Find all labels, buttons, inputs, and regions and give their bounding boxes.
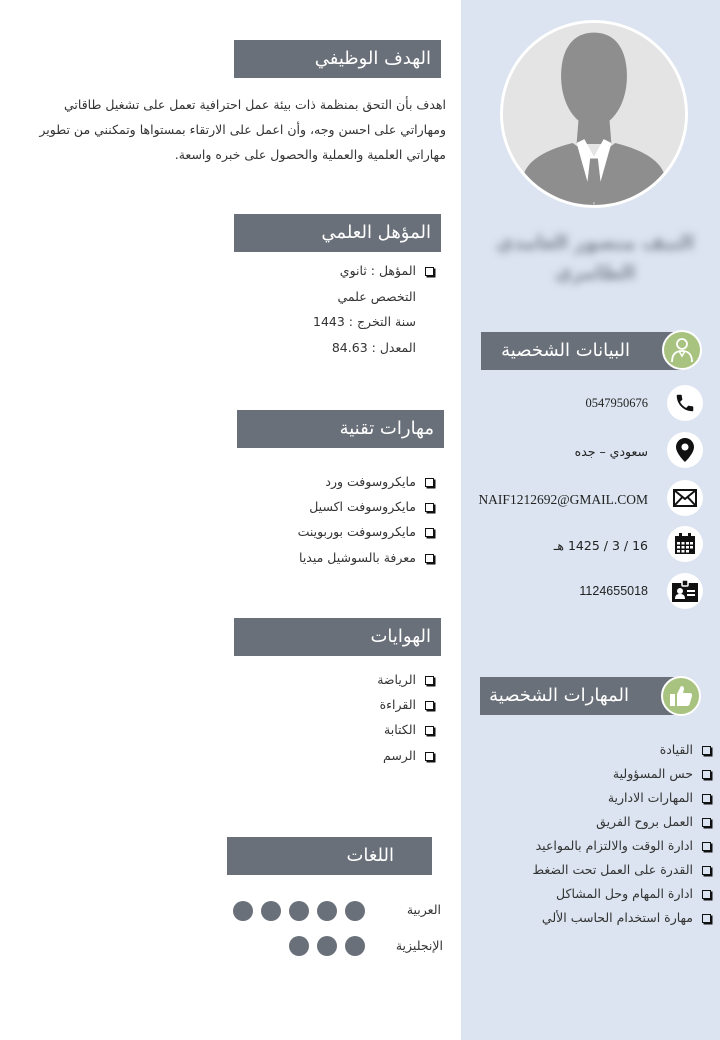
education-graduation: سنة التخرج : 1443: [313, 314, 416, 329]
checkbox-bullet-icon: [425, 478, 434, 487]
personal-skills-header: المهارات الشخصية: [480, 677, 681, 715]
qualification-text: المؤهل : ثانوي: [339, 263, 416, 278]
language-level-dot: [261, 901, 281, 921]
language-level-dot: [317, 901, 337, 921]
language-level-dot: [289, 901, 309, 921]
education-specialty: التخصص علمي: [337, 289, 416, 304]
checkbox-bullet-icon: [702, 866, 711, 875]
personal-skills-badge: [661, 676, 701, 716]
technical-skill-item: مايكروسوفت ورد: [325, 474, 434, 489]
checkbox-bullet-icon: [425, 554, 434, 563]
location-pin-icon: [667, 432, 703, 468]
id-number: 1124655018: [579, 584, 648, 598]
checkbox-bullet-icon: [425, 752, 434, 761]
phone-number: 0547950676: [585, 396, 648, 410]
checkbox-bullet-icon: [702, 794, 711, 803]
language-level-dot: [233, 901, 253, 921]
hobbies-header: الهوايات: [234, 618, 441, 656]
personal-skill-item: ادارة المهام وحل المشاكل: [556, 886, 711, 901]
technical-skill-item: مايكروسوفت اكسيل: [309, 499, 434, 514]
education-qualification: [340, 263, 434, 278]
person-icon: [670, 337, 694, 363]
objective-header: الهدف الوظيفي: [234, 40, 441, 78]
checkbox-bullet-icon: [425, 701, 434, 710]
hobby-item: الكتابة: [384, 722, 434, 737]
personal-skill-item: القدرة على العمل تحت الضغط: [532, 862, 711, 877]
profile-name: النيف منصور الغامدي الطامري: [496, 232, 694, 284]
checkbox-bullet-icon: [702, 770, 711, 779]
technical-skills-header: مهارات تقنية: [237, 410, 444, 448]
personal-info-badge: [662, 330, 702, 370]
language-level-dot: [345, 901, 365, 921]
hobby-item: الرياضة: [377, 672, 434, 687]
language-level-dot: [317, 936, 337, 956]
checkbox-bullet-icon: [702, 842, 711, 851]
phone-icon: [667, 385, 703, 421]
checkbox-bullet-icon: [702, 746, 711, 755]
email-envelope-icon: [667, 480, 703, 516]
personal-skill-item: القيادة: [660, 742, 711, 757]
calendar-icon: [667, 526, 703, 562]
language-level-dot: [289, 936, 309, 956]
objective-text: اهدف بأن التحق بمنظمة ذات بيئة عمل احترافية تعمل على تشغيل طاقاتي ومهاراتي على احسن وجه، وأن اعمل على الارتقاء بمستواها وتمكنني من تطوير مهاراتي العلمية والعملية والحصول على خبره واسعة.: [39, 97, 446, 162]
personal-skill-item: حس المسؤولية: [613, 766, 711, 781]
personal-skill-item: مهارة استخدام الحاسب الألي: [542, 910, 711, 925]
person-silhouette-icon: [503, 23, 685, 205]
hobby-item: القراءة: [380, 697, 434, 712]
checkbox-bullet-icon: [425, 503, 434, 512]
education-gpa: المعدل : 84.63: [331, 340, 416, 355]
id-card-icon: [667, 573, 703, 609]
checkbox-bullet-icon: [425, 528, 434, 537]
checkbox-bullet-icon: [702, 890, 711, 899]
education-header: المؤهل العلمي: [234, 214, 441, 252]
language-level-dot: [345, 936, 365, 956]
languages-header: اللغات: [227, 837, 432, 875]
checkbox-bullet-icon: [425, 726, 434, 735]
hobby-item: الرسم: [383, 748, 434, 763]
birthdate-text: 16 / 3 / 1425 هـ: [553, 538, 648, 553]
thumbs-up-icon: [669, 685, 693, 707]
email-address: NAIF1212692@GMAIL.COM: [478, 492, 648, 507]
technical-skill-item: معرفة بالسوشيل ميديا: [299, 550, 434, 565]
checkbox-bullet-icon: [702, 914, 711, 923]
personal-skill-item: العمل بروح الفريق: [596, 814, 711, 829]
personal-skill-item: المهارات الادارية: [608, 790, 711, 805]
checkbox-bullet-icon: [425, 676, 434, 685]
language-name: العربية: [406, 902, 441, 917]
checkbox-bullet-icon: [425, 267, 434, 276]
personal-info-header: البيانات الشخصية: [481, 332, 682, 370]
checkbox-bullet-icon: [702, 818, 711, 827]
personal-skill-item: ادارة الوقت والالتزام بالمواعيد: [536, 838, 711, 853]
location-text: سعودي – جده: [574, 444, 648, 459]
language-name: الإنجليزية: [395, 938, 443, 953]
technical-skill-item: مايكروسوفت بوربوينت: [298, 524, 434, 539]
profile-avatar: [500, 20, 688, 208]
